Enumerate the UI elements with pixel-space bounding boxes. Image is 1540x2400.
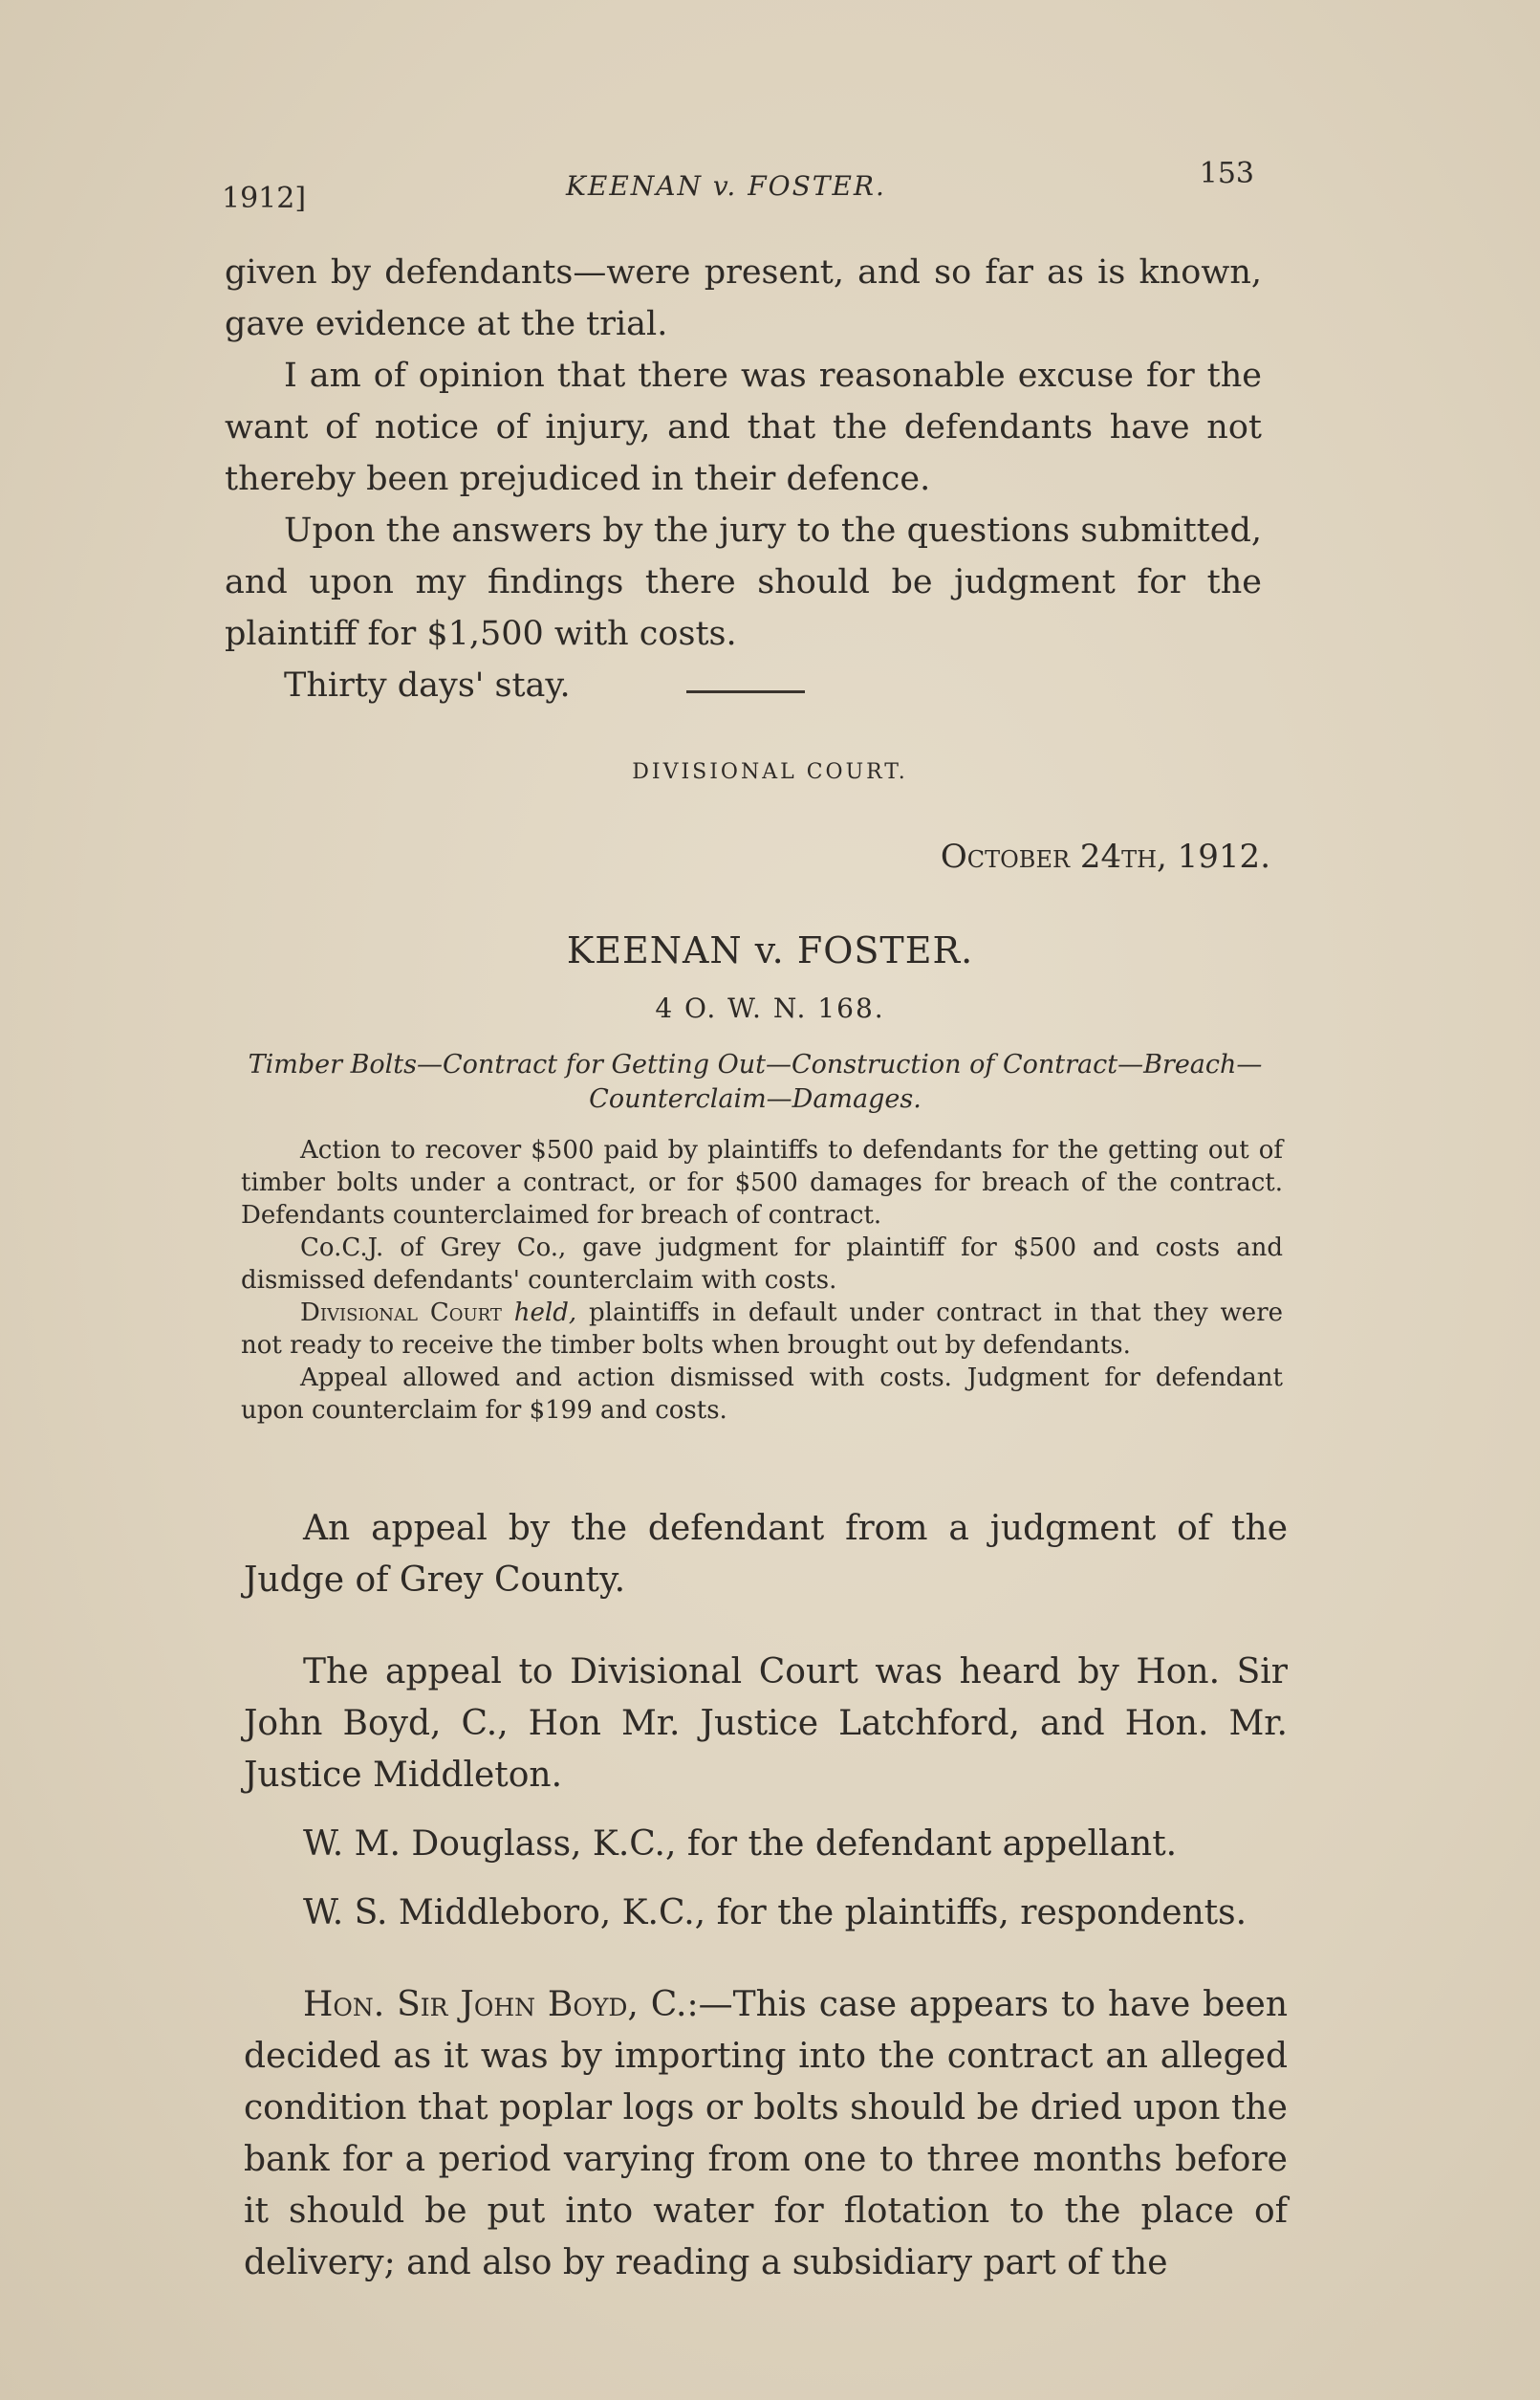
continued-judgment: [225, 247, 1262, 711]
counsel-defendant: W. M. Douglass, K.C., for the defendant appellant.: [303, 1824, 1178, 1864]
appeal-paragraph: An appeal by the defendant from a judgment of the Judge of Grey County.: [244, 1509, 1288, 1600]
judgment-text: :—This case appears to have been decided as it was by importing into the contract an alleged condition that poplar logs or bolts should be dried upon the bank for a period varying from one to three months before it should be put into water for flotation to the place of delivery; and also by reading a subsidiary part of the: [244, 1985, 1289, 2282]
header-year: 1912]: [222, 182, 307, 215]
headnote-summary: [241, 1134, 1283, 1427]
paragraph: Upon the answers by the jury to the questions submitted, and upon my findings there should be judgment for the plaintiff for $1,500 with costs.: [225, 512, 1262, 653]
summary-paragraph: [241, 1297, 1283, 1362]
court-name: DIVISIONAL COURT.: [632, 760, 908, 784]
summary-paragraph: Co.C.J. of Grey Co., gave judgment for plaintiff for $500 and costs and dismissed defendants' counterclaim with costs.: [241, 1233, 1283, 1295]
report-body: [244, 1503, 1288, 2289]
paragraph: Thirty days' stay.: [284, 666, 571, 705]
page-number: 153: [1199, 157, 1254, 190]
summary-paragraph: Action to recover $500 paid by plaintiffs to defendants for the getting out of timber bolts under a contract, or for $500 damages for breach of the contract. Defendants counterclaimed for breach of contract.: [241, 1136, 1283, 1230]
summary-text: plaintiffs in default under contract in that they were not ready to receive the timber bolts when brought out by defendants.: [241, 1298, 1284, 1360]
headnote-topic: Timber Bolts—Contract for Getting Out—Construction of Contract—Breach—Counterclaim—Damages.: [248, 1050, 1263, 1114]
citation: 4 O. W. N. 168.: [655, 993, 885, 1024]
counsel-plaintiffs: W. S. Middleboro, K.C., for the plaintiffs, respondents.: [303, 1893, 1247, 1932]
heard-by-paragraph: The appeal to Divisional Court was heard by Hon. Sir John Boyd, C., Hon Mr. Justice Latchford, and Hon. Mr. Justice Middleton.: [244, 1652, 1288, 1795]
paragraph: given by defendants—were present, and so far as is known, gave evidence at the trial.: [225, 253, 1262, 343]
held-label: held,: [513, 1298, 577, 1327]
paragraph: I am of opinion that there was reasonable excuse for the want of notice of injury, and that the defendants have not thereby been prejudiced in their defence.: [225, 357, 1262, 498]
summary-paragraph: Appeal allowed and action dismissed with costs. Judgment for defendant upon counterclaim for $199 and costs.: [241, 1364, 1283, 1425]
header-running-title: KEENAN v. FOSTER.: [566, 170, 886, 202]
running-header: [222, 157, 1254, 228]
judgment-paragraph: [244, 1979, 1288, 2289]
decision-date: October 24th, 1912.: [940, 838, 1270, 876]
case-title: KEENAN v. FOSTER.: [566, 929, 974, 971]
court-label: Divisional Court: [300, 1298, 502, 1327]
judge-name: Hon. Sir John Boyd, C.: [303, 1985, 687, 2024]
section-divider: [686, 690, 805, 693]
